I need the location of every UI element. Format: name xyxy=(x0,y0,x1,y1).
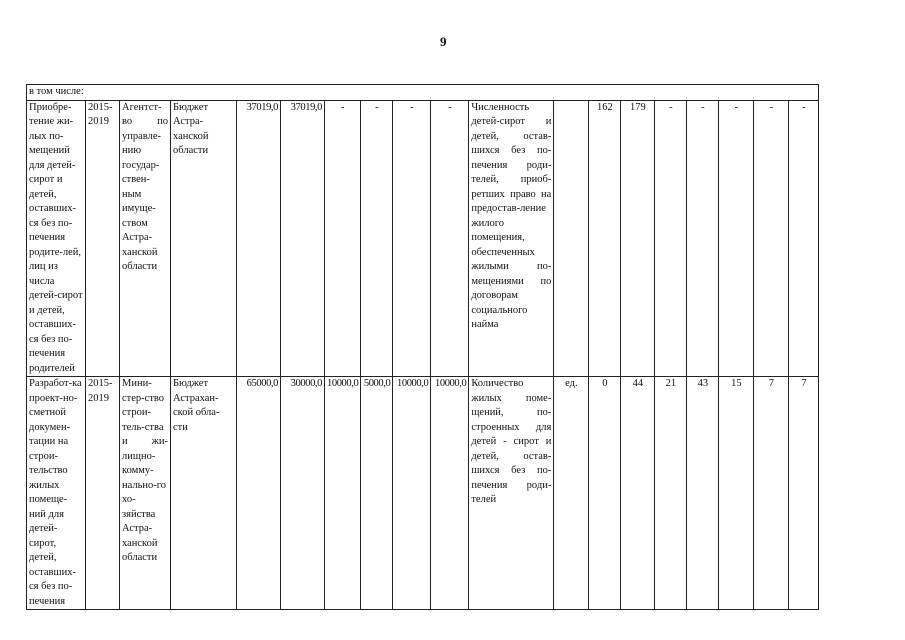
amount-2019-cell: - xyxy=(431,100,469,377)
indicator-value-1: 0 xyxy=(589,377,621,610)
indicator-value-5: 15 xyxy=(719,377,754,610)
amount-2019-cell: 10000,0 xyxy=(431,377,469,610)
period-cell: 2015-2019 xyxy=(86,100,120,377)
indicator-value-2: 44 xyxy=(621,377,655,610)
program-activities-table xyxy=(26,84,819,610)
activity-name: Разработ-ка проект-но-сметной докумен-тации на строи-тельство жилых помеще-ний для детей-сирот, детей, оставших-ся без по-печения xyxy=(27,377,86,610)
amount-2018-cell: - xyxy=(393,100,431,377)
funding-source-cell: Бюджет Астрахан-ской обла-сти xyxy=(171,377,237,610)
amount-2016-cell: - xyxy=(325,100,361,377)
indicator-value-6: 7 xyxy=(754,377,789,610)
period-cell: 2015-2019 xyxy=(86,377,120,610)
amount-2017-cell: - xyxy=(361,100,393,377)
indicator-value-7: - xyxy=(789,100,819,377)
indicator-cell: Численность детей-сирот и детей, остав-шихся без по-печения роди-телей, приоб-ретших право на предостав-ление жилого помещения, обеспеченных жилыми по-мещениями по договорам социального найма xyxy=(469,100,554,377)
activity-name: Приобре-тение жи-лых по-мещений для детей-сирот и детей, оставших-ся без по-печения родите-лей, лиц из числа детей-сирот и детей, оставших-ся без по-печения родителей xyxy=(27,100,86,377)
amount-2018-cell: 10000,0 xyxy=(393,377,431,610)
funding-source-cell: Бюджет Астра-ханской области xyxy=(171,100,237,377)
amount-2017-cell: 5000,0 xyxy=(361,377,393,610)
executor-cell: Агентст-во по управле-нию государ-ствен-ным имуще-ством Астра-ханской области xyxy=(120,100,171,377)
amount-2016-cell: 10000,0 xyxy=(325,377,361,610)
executor-cell: Мини-стер-ство строи-тель-ства и жи-лищно-комму-нально-го хо-зяйства Астра-ханской области xyxy=(120,377,171,610)
table-row xyxy=(27,377,819,610)
section-row xyxy=(27,85,819,101)
page-number: 9 xyxy=(440,34,447,49)
amount-2015-cell: 37019,0 xyxy=(281,100,325,377)
amount-total-cell: 37019,0 xyxy=(237,100,281,377)
section-label: в том числе: xyxy=(27,85,819,101)
unit-cell: ед. xyxy=(554,377,589,610)
indicator-value-1: 162 xyxy=(589,100,621,377)
indicator-value-4: 43 xyxy=(687,377,719,610)
indicator-value-2: 179 xyxy=(621,100,655,377)
indicator-value-5: - xyxy=(719,100,754,377)
table-row xyxy=(27,100,819,377)
indicator-cell: Количество жилых поме-щений, по-строенных для детей - сирот и детей, остав-шихся без по-печения роди-телей xyxy=(469,377,554,610)
amount-total-cell: 65000,0 xyxy=(237,377,281,610)
indicator-value-3: - xyxy=(655,100,687,377)
amount-2015-cell: 30000,0 xyxy=(281,377,325,610)
unit-cell xyxy=(554,100,589,377)
indicator-value-3: 21 xyxy=(655,377,687,610)
indicator-value-4: - xyxy=(687,100,719,377)
indicator-value-7: 7 xyxy=(789,377,819,610)
indicator-value-6: - xyxy=(754,100,789,377)
